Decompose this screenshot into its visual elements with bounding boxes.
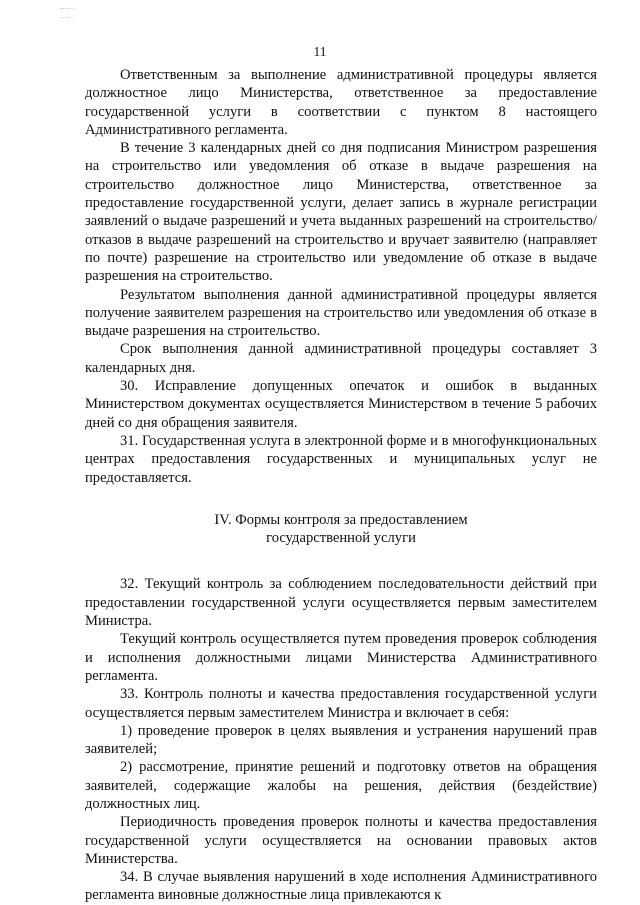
paragraph-30: 30. Исправление допущенных опечаток и ошибок в выданных Министерством документах осуществляется Министерством в течение 5 рабочих дней со дня обращения заявителя.	[85, 378, 597, 431]
list-item-1: 1) проведение проверок в целях выявления и устранения нарушений прав заявителей;	[85, 722, 597, 758]
section-heading-line-2: государственной услуги	[266, 530, 416, 547]
paragraph-33: 33. Контроль полноты и качества предоставления государственной услуги осуществляется первым заместителем Министра и включает в себя:	[85, 686, 597, 721]
list-item-2: 2) рассмотрение, принятие решений и подготовку ответов на обращения заявителей, содержащие жалобы на решения, действия (бездействие) должностных лиц.	[85, 759, 597, 812]
document-body	[85, 66, 597, 905]
paragraph-responsible-official: Ответственным за выполнение административной процедуры является должностное лицо Министерства, ответственное за предоставление государственной услуги в соответствии с пунктом 8 настоящего Административного регламента.	[85, 67, 597, 138]
paragraph-current-control: Текущий контроль осуществляется путем проведения проверок соблюдения и исполнения должностными лицами Министерства Административного регламента.	[85, 631, 597, 684]
paragraph-registration-record: В течение 3 календарных дней со дня подписания Министром разрешения на строительство или уведомления об отказе в выдаче разрешения на строительство должностное лицо Министерства, ответственное за предоставление государственной услуги, делает запись в журнале регистрации заявлений о выдаче разрешений и учета выданных разрешений на строительство/отказов в выдаче разрешений на строительство и вручает заявителю (направляет по почте) разрешение на строительство или уведомление об отказе в выдаче разрешения на строительство.	[85, 140, 597, 285]
scan-artifact	[60, 8, 74, 18]
section-heading-line-1: IV. Формы контроля за предоставлением	[214, 511, 468, 528]
paragraph-32: 32. Текущий контроль за соблюдением последовательности действий при предоставлении государственной услуги осуществляется первым заместителем Министра.	[85, 576, 597, 630]
paragraph-periodicity: Периодичность проведения проверок полноты и качества предоставления государственной услуги осуществляется на основании правовых актов Министерства.	[85, 814, 597, 867]
paragraph-34: 34. В случае выявления нарушений в ходе исполнения Административного регламента виновные должностные лица привлекаются к	[85, 869, 597, 904]
paragraph-procedure-result: Результатом выполнения данной административной процедуры является получение заявителем разрешения на строительство или уведомления об отказе в выдаче разрешения на строительство.	[85, 286, 597, 340]
page-number: 11	[313, 44, 327, 59]
section-heading	[85, 511, 597, 548]
paragraph-31: 31. Государственная услуга в электронной форме и в многофункциональных центрах предоставления государственных и муниципальных услуг не предоставляется.	[85, 432, 597, 486]
paragraph-procedure-term: Срок выполнения данной административной процедуры составляет 3 календарных дня.	[85, 341, 597, 376]
